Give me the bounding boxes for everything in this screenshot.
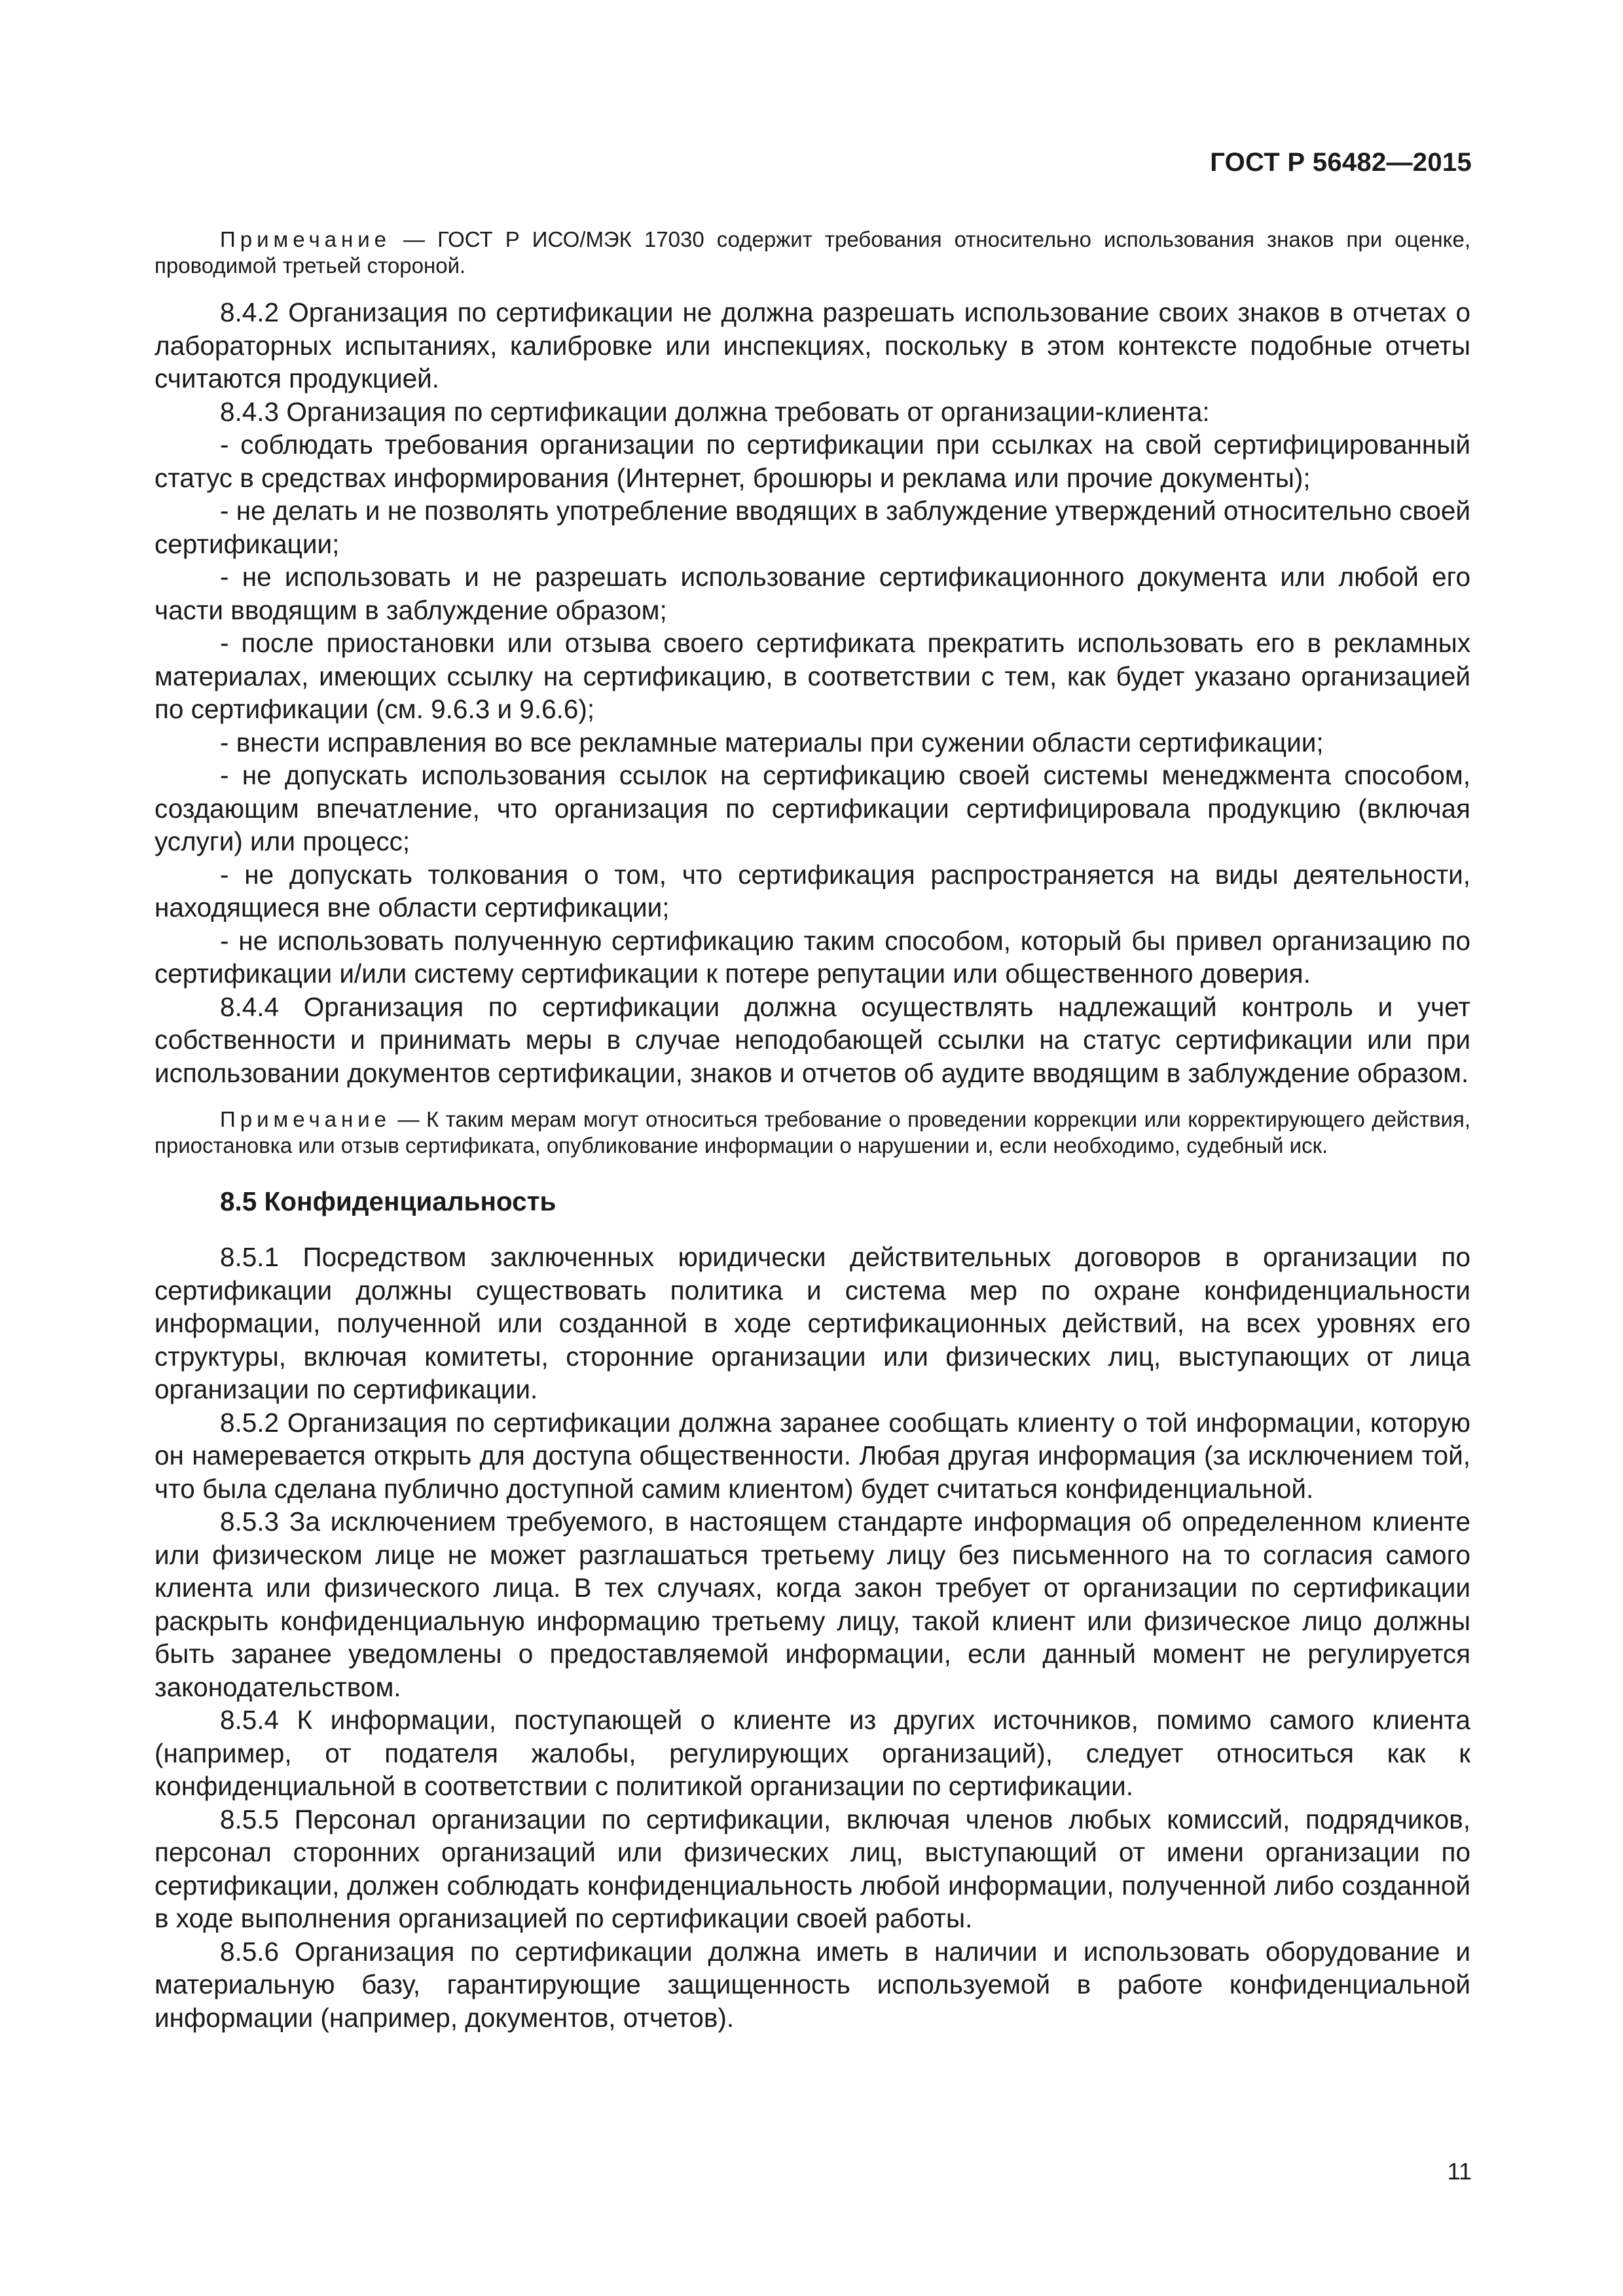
- list-item: - соблюдать требования организации по сертификации при ссылках на свой сертифицированный статус в средствах информирования (Интернет, брошюры и реклама или прочие документы);: [155, 429, 1470, 493]
- note-label: Примечание: [220, 1107, 392, 1131]
- section-heading: 8.5 Конфиденциальность: [220, 1186, 556, 1216]
- clause-8-5-1: 8.5.1 Посредством заключенных юридически действительных договоров в организации по сертификации должны существовать политика и система мер по охране конфиденциальности информации, полученной или созданной в ходе сертификационных действий, на всех уровнях его структуры, включая комитеты, сторонние организации или физических лиц, выступающих от лица организации по сертификации.: [155, 1242, 1470, 1404]
- list-item: - не использовать полученную сертификацию таким способом, который бы привел организацию по сертификации и/или систему сертификации к потере репутации или общественного доверия.: [155, 925, 1470, 989]
- list-item: - не делать и не позволять употребление вводящих в заблуждение утверждений относительно своей сертификации;: [155, 496, 1470, 559]
- list-item: - не использовать и не разрешать использование сертификационного документа или любой его части вводящим в заблуждение образом;: [155, 562, 1470, 625]
- list-item: - после приостановки или отзыва своего сертификата прекратить использовать его в рекламных материалах, имеющих ссылку на сертификацию, в соответствии с тем, как будет указано организацией по сертификации (см. 9.6.3 и 9.6.6);: [155, 628, 1470, 724]
- clause-8-5-2: 8.5.2 Организация по сертификации должна заранее сообщать клиенту о той информации, которую он намеревается открыть для доступа общественности. Любая другая информация (за исключением той, что была сделана публично доступной самим клиентом) будет считаться конфиденциальной.: [155, 1407, 1470, 1504]
- page-number: 11: [1447, 2158, 1472, 2185]
- clause-8-4-2: 8.4.2 Организация по сертификации не должна разрешать использование своих знаков в отчетах о лабораторных испытаниях, калибровке или инспекциях, поскольку в этом контексте подобные отчеты считаются продукцией.: [155, 297, 1470, 393]
- note-paragraph: [155, 227, 1470, 279]
- requirements-list: [155, 428, 1470, 991]
- note-label: Примечание: [220, 227, 392, 251]
- note-paragraph: [155, 1106, 1470, 1159]
- list-item: - внести исправления во все рекламные материалы при сужении области сертификации;: [220, 727, 1324, 757]
- clause-8-5-4: 8.5.4 К информации, поступающей о клиенте из других источников, помимо самого клиента (например, от подателя жалобы, регулирующих организаций), следует относиться как к конфиденциальной в соответствии с политикой организации по сертификации.: [155, 1705, 1470, 1801]
- page-content: [155, 227, 1470, 2034]
- note-text: — ГОСТ Р ИСО/МЭК 17030 содержит требования относительно использования знаков при оценке, проводимой третьей стороной.: [155, 227, 1470, 278]
- clause-8-5-3: 8.5.3 За исключением требуемого, в настоящем стандарте информация об определенном клиенте или физическом лице не может разглашаться третьему лицу без письменного на то согласия самого клиента или физического лица. В тех случаях, когда закон требует от организации по сертификации раскрыть конфиденциальную информацию третьему лицу, такой клиент или физическое лицо должны быть заранее уведомлены о предоставляемой информации, если данный момент не регулируется законодательством.: [155, 1506, 1470, 1702]
- list-item: - не допускать толкования о том, что сертификация распространяется на виды деятельности, находящиеся вне области сертификации;: [155, 859, 1470, 922]
- clause-8-5-6: 8.5.6 Организация по сертификации должна иметь в наличии и использовать оборудование и материальную базу, гарантирующие защищенность используемой в работе конфиденциальной информации (например, документов, отчетов).: [155, 1936, 1470, 2033]
- clause-8-4-4: 8.4.4 Организация по сертификации должна осуществлять надлежащий контроль и учет собственности и принимать меры в случае неподобающей ссылки на статус сертификации или при использовании документов сертификации, знаков и отчетов об аудите вводящим в заблуждение образом.: [155, 991, 1470, 1088]
- list-item: - не допускать использования ссылок на сертификацию своей системы менеджмента способом, создающим впечатление, что организация по сертификации сертифицировала продукцию (включая услуги) или процесс;: [155, 760, 1470, 856]
- clause-8-5-5: 8.5.5 Персонал организации по сертификации, включая членов любых комиссий, подрядчиков, персонал сторонних организаций или физических лиц, выступающий от имени организации по сертификации, должен соблюдать конфиденциальность любой информации, полученной либо созданной в ходе выполнения организацией по сертификации своей работы.: [155, 1804, 1470, 1933]
- clause-8-4-3: 8.4.3 Организация по сертификации должна требовать от организации-клиента:: [220, 396, 1210, 427]
- document-id: ГОСТ Р 56482—2015: [1210, 148, 1472, 177]
- note-text: — К таким мерам могут относиться требование о проведении коррекции или корректирующего действия, приостановка или отзыв сертификата, опубликование информации о нарушении и, если необходимо, судебный иск.: [155, 1107, 1470, 1157]
